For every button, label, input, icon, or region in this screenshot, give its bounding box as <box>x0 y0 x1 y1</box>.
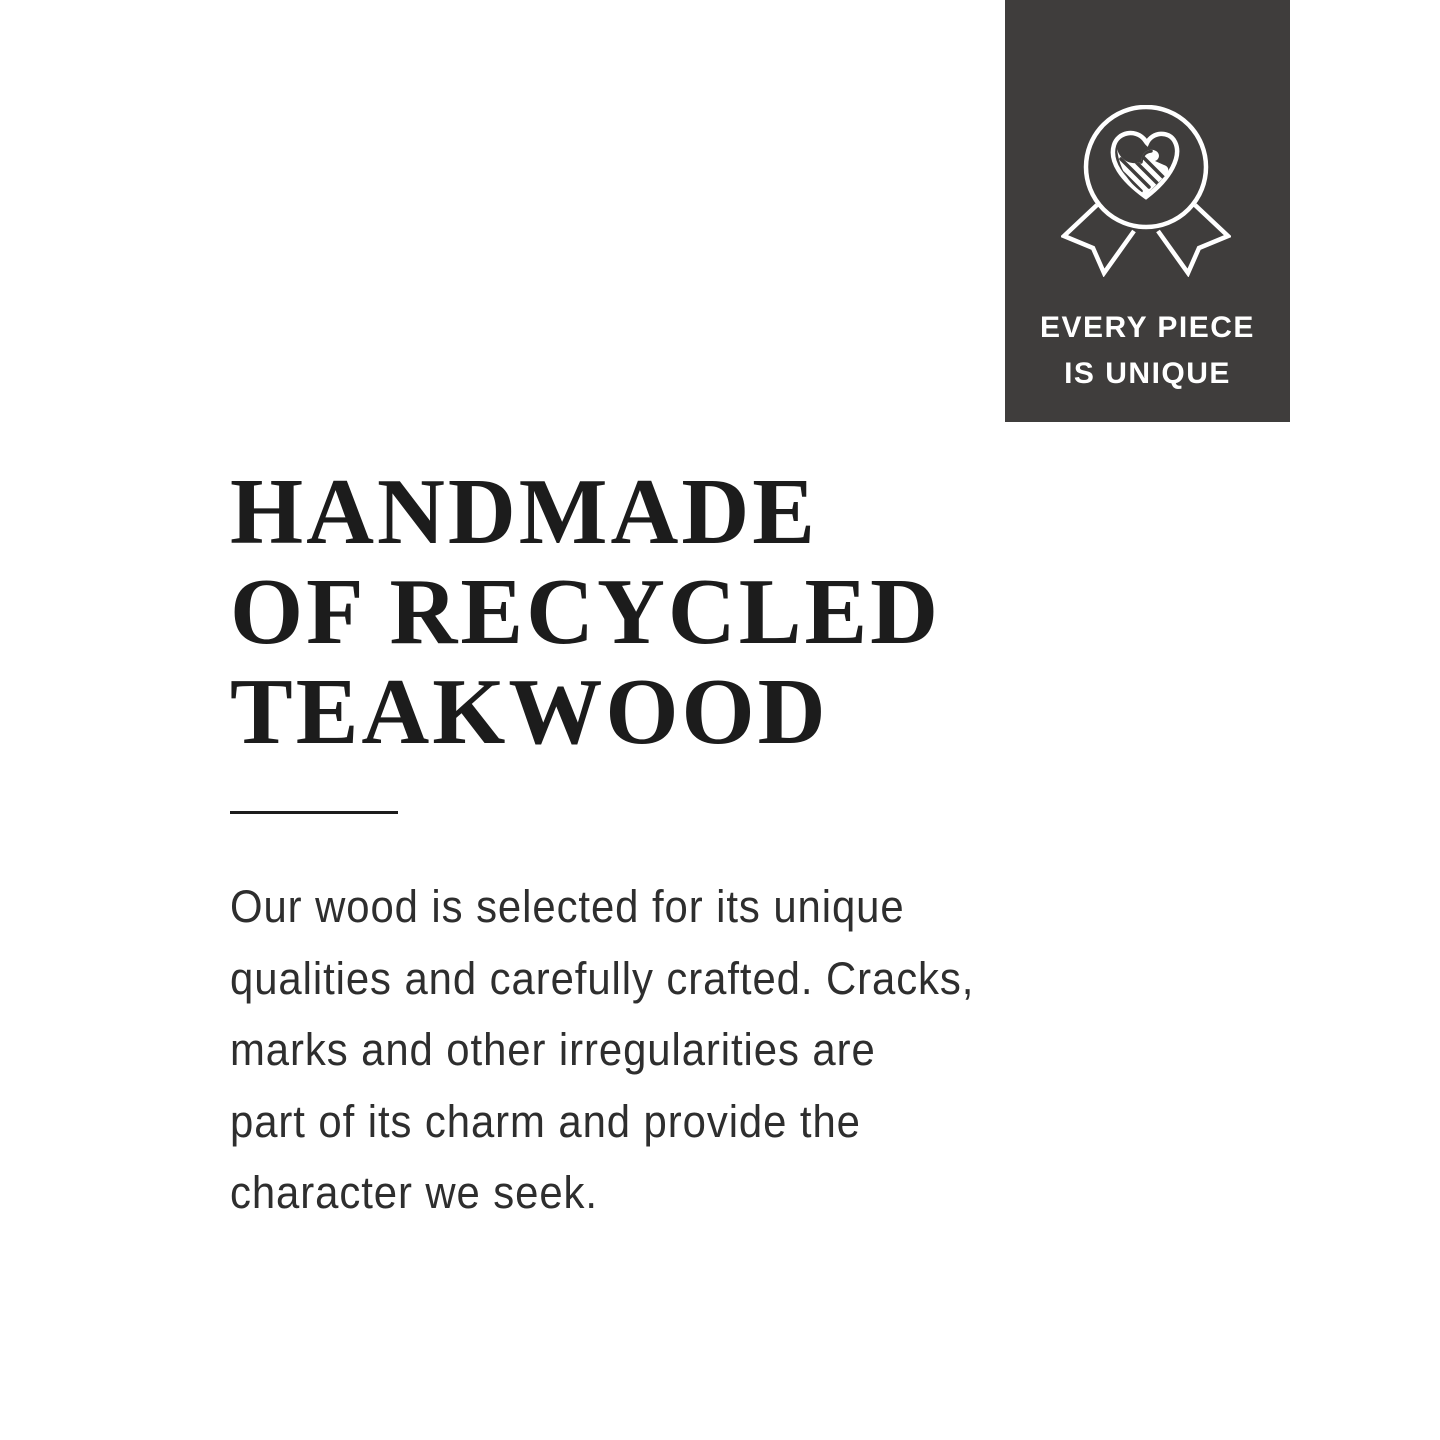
description-line-4: part of its charm and provide the <box>230 1095 861 1147</box>
divider-line <box>230 811 398 814</box>
description-line-1: Our wood is selected for its unique <box>230 881 905 932</box>
description-line-2: qualities and carefully crafted. Cracks, <box>230 952 975 1004</box>
page-title-line-2: OF RECYCLED <box>230 560 942 664</box>
badge-label-line-1: EVERY PIECE <box>1040 311 1255 344</box>
description-text <box>230 871 1030 1229</box>
ribbon-heart-hand-icon <box>1061 105 1231 277</box>
description-line-5: character we seek. <box>230 1167 598 1219</box>
page-title <box>230 462 941 762</box>
page-title-line-1: HANDMADE <box>230 460 818 564</box>
badge-label <box>1005 305 1290 397</box>
unique-badge <box>1005 0 1290 422</box>
badge-label-line-2: IS UNIQUE <box>1064 357 1231 390</box>
page-title-line-3: TEAKWOOD <box>230 660 829 764</box>
description-line-3: marks and other irregularities are <box>230 1024 876 1076</box>
